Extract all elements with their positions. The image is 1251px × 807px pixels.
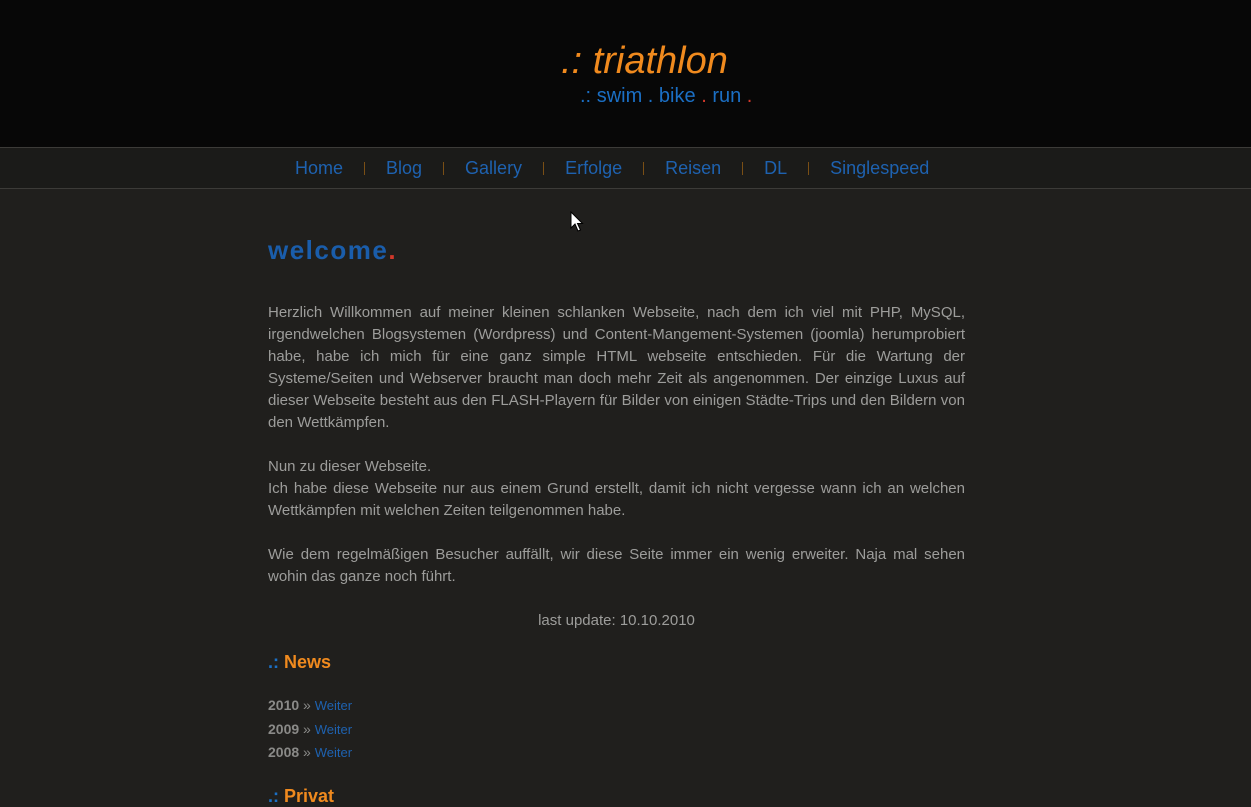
page-heading-dot: . xyxy=(388,235,398,265)
tagline-bike: bike xyxy=(658,85,696,107)
privat-title-prefix: .: xyxy=(268,785,279,806)
site-title-text: triathlon xyxy=(592,40,728,82)
news-title-prefix: .: xyxy=(268,652,279,672)
news-year: 2009 xyxy=(268,720,300,737)
tagline-swim: swim xyxy=(596,85,643,107)
news-section-title xyxy=(268,651,965,673)
news-list xyxy=(268,694,965,765)
news-more-link[interactable]: Weiter xyxy=(314,698,353,713)
nav-item-reisen[interactable]: Reisen xyxy=(665,158,722,178)
tagline-separator: . xyxy=(701,85,707,107)
tagline-separator: . xyxy=(647,85,654,107)
last-update-text: last update: 10.10.2010 xyxy=(538,612,695,629)
nav-list xyxy=(274,148,950,188)
news-item xyxy=(268,718,965,742)
tagline-prefix: .: xyxy=(580,85,592,107)
main-content xyxy=(268,230,965,807)
nav-item-singlespeed[interactable]: Singlespeed xyxy=(830,158,930,178)
visitor-paragraph: Wie dem regelmäßigen Besucher auffällt, wir diese Seite immer ein wenig erweiter. Naja mal sehen wohin das ganze noch führt. xyxy=(268,546,965,585)
news-item xyxy=(268,694,965,718)
news-item xyxy=(268,741,965,765)
news-more-link[interactable]: Weiter xyxy=(314,721,353,737)
site-header xyxy=(0,0,1251,147)
tagline-separator: . xyxy=(746,85,753,107)
site-title xyxy=(561,39,728,83)
privat-title-text: Privat xyxy=(284,785,335,806)
nav-item-erfolge[interactable]: Erfolge xyxy=(565,158,623,178)
nav-item-dl[interactable]: DL xyxy=(764,158,788,178)
tagline-run: run xyxy=(712,85,742,107)
news-year: 2008 xyxy=(268,744,300,760)
intro-paragraph: Herzlich Willkommen auf meiner kleinen schlanken Webseite, nach dem ich viel mit PHP, MySQL, irgendwelchen Blogsystemen (Wordpress) und Content-Mangement-Systemen (joomla) herumprobiert habe, habe ich mich für eine ganz simple HTML webseite entschieden. Für die Wartung der Systeme/Seiten und Webserver braucht man doch mehr Zeit als angenommen. Der einzige Luxus auf dieser Webseite besteht aus den FLASH-Playern für Bilder von einigen Städte-Trips und den Bildern von den Wettkämpfen. xyxy=(268,304,965,431)
about-line-2: Ich habe diese Webseite nur aus einem Grund erstellt, damit ich nicht vergesse wann ich an welchen Wettkämpfen mit welchen Zeiten teilgenommen habe. xyxy=(268,480,965,519)
news-year: 2010 xyxy=(268,697,300,713)
double-chevron-right-icon: » xyxy=(303,744,311,760)
about-paragraph xyxy=(268,456,965,522)
double-chevron-right-icon: » xyxy=(303,697,311,713)
site-title-prefix: .: xyxy=(561,40,583,82)
page-heading xyxy=(268,230,965,270)
news-title-text: News xyxy=(284,652,332,672)
double-chevron-right-icon: » xyxy=(303,720,311,737)
nav-item-home[interactable]: Home xyxy=(295,158,344,178)
site-tagline xyxy=(580,84,752,108)
privat-section-title xyxy=(268,785,965,807)
main-navigation xyxy=(0,147,1251,189)
nav-item-gallery[interactable]: Gallery xyxy=(465,158,523,178)
nav-item-blog[interactable]: Blog xyxy=(386,158,423,178)
news-more-link[interactable]: Weiter xyxy=(314,745,353,760)
page-heading-text: welcome xyxy=(268,235,389,265)
about-line-1: Nun zu dieser Webseite. xyxy=(268,458,432,475)
